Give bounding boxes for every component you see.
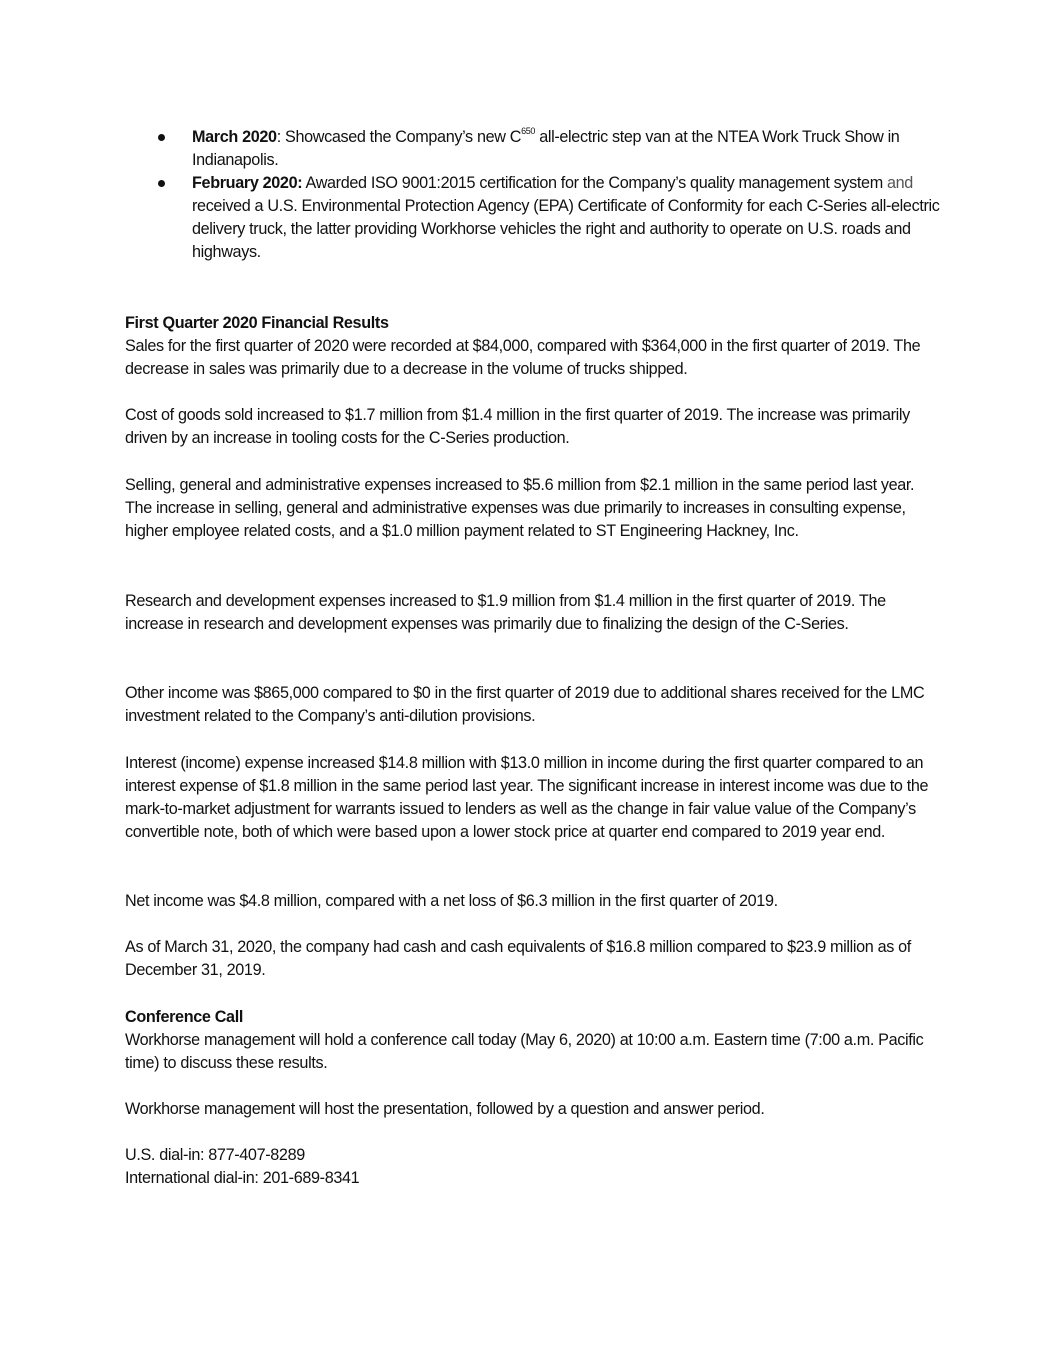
- net-income-paragraph: Net income was $4.8 million, compared with a net loss of $6.3 million in the first quarter of 2019.: [125, 892, 778, 910]
- milestone-text: Awarded ISO 9001:2015 certification for the Company’s quality management system: [302, 174, 887, 193]
- sga-paragraph: Selling, general and administrative expenses increased to $5.6 million from $2.1 million in the same period last year. The increase in selling, general and administrative expenses was due primarily to increases in consulting expense, higher employee related costs, and a $1.0 million payment related to ST Engineering Hackney, Inc.: [125, 476, 915, 541]
- milestone-separator: :: [276, 128, 281, 146]
- section-heading: Conference Call: [125, 1008, 243, 1026]
- cash-paragraph: As of March 31, 2020, the company had cash and cash equivalents of $16.8 million compared to $23.9 million as of December 31, 2019.: [125, 938, 911, 980]
- milestone-text-cont: received a U.S. Environmental Protection Agency (EPA) Certificate of Conformity for each C-Series all-electric delivery truck, the latter providing Workhorse vehicles the right and authority to operate on U.S. roads and highways.: [192, 197, 940, 262]
- milestones-list: [125, 126, 945, 265]
- us-dial-in: U.S. dial-in: 877-407-8289: [125, 1146, 305, 1164]
- milestone-date: March 2020: [192, 128, 277, 146]
- other-income-paragraph: Other income was $865,000 compared to $0 in the first quarter of 2019 due to additional shares received for the LMC investment related to the Company’s anti-dilution provisions.: [125, 684, 925, 726]
- milestone-highlight-word: and: [887, 174, 913, 193]
- international-dial-in: International dial-in: 201-689-8341: [125, 1169, 360, 1188]
- milestone-text-cont: all-electric step van at the NTEA Work Truck Show in Indianapolis.: [192, 128, 900, 170]
- dial-in-info: [125, 1144, 940, 1190]
- conference-call-section: [125, 1006, 940, 1075]
- section-heading: First Quarter 2020 Financial Results: [125, 314, 389, 332]
- milestone-item: [125, 126, 945, 172]
- milestone-item: [125, 172, 945, 264]
- bullet-icon: [158, 180, 165, 187]
- bullet-icon: [158, 134, 165, 141]
- cogs-paragraph: Cost of goods sold increased to $1.7 million from $1.4 million in the first quarter of 2019. The increase was primarily driven by an increase in tooling costs for the C-Series production.: [125, 406, 910, 448]
- conference-announcement: Workhorse management will hold a conference call today (May 6, 2020) at 10:00 a.m. Eastern time (7:00 a.m. Pacific time) to discuss these results.: [125, 1031, 924, 1073]
- milestone-text: Showcased the Company’s new C: [280, 128, 522, 146]
- sales-paragraph: Sales for the first quarter of 2020 were recorded at $84,000, compared with $364,000 in the first quarter of 2019. The decrease in sales was primarily due to a decrease in the volume of trucks shipped.: [125, 337, 921, 379]
- interest-paragraph: Interest (income) expense increased $14.8 million with $13.0 million in income during the first quarter compared to an interest expense of $1.8 million in the same period last year. The significant increase in interest income was due to the mark-to-market adjustment for warrants issued to lenders as well as the change in fair value value of the Company’s convertible note, both of which were based upon a lower stock price at quarter end compared to 2019 year end.: [125, 754, 929, 842]
- conference-format: Workhorse management will host the presentation, followed by a question and answer period.: [125, 1100, 765, 1118]
- milestone-date: February 2020:: [192, 174, 303, 193]
- rd-paragraph: Research and development expenses increased to $1.9 million from $1.4 million in the first quarter of 2019. The increase in research and development expenses was primarily due to finalizing the design of the C-Series.: [125, 592, 886, 634]
- model-superscript: 650: [521, 125, 536, 136]
- financial-results-section: [125, 312, 940, 381]
